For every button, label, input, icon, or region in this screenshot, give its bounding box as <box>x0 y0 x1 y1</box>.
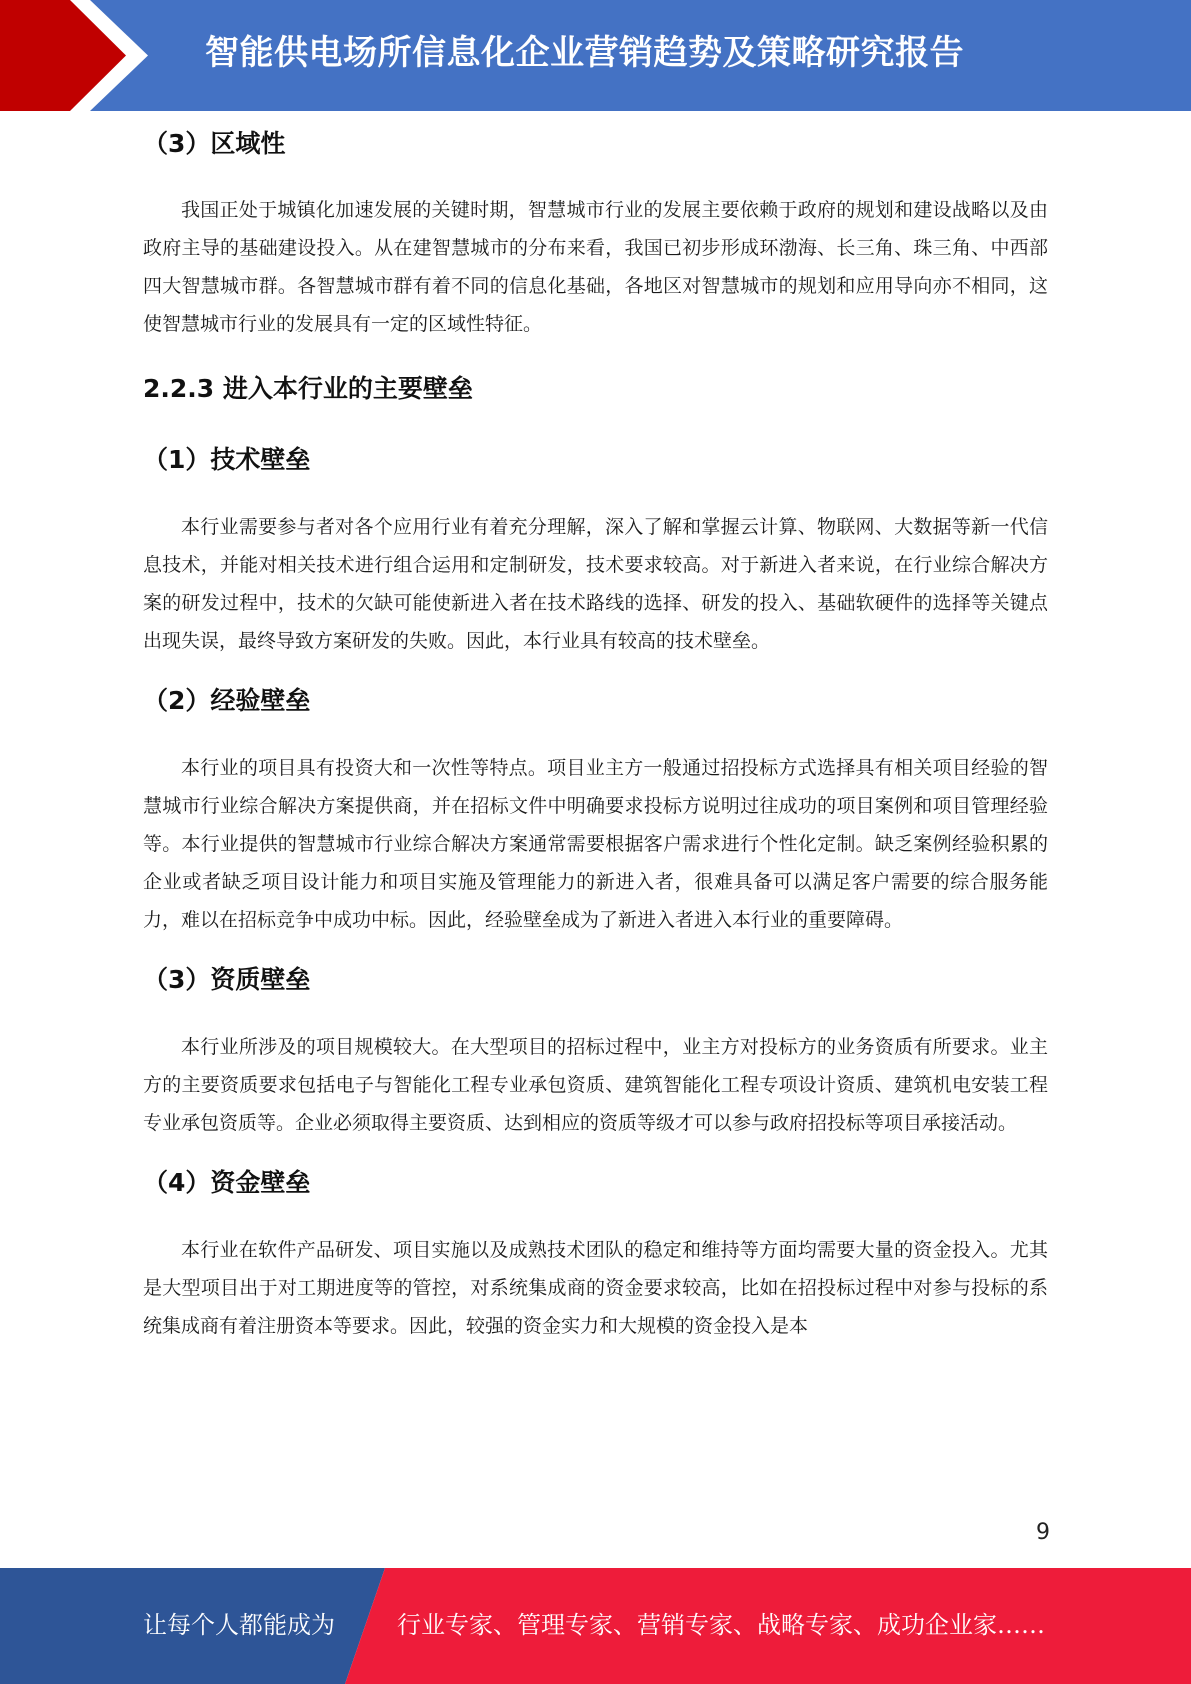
page-header <box>0 0 1191 111</box>
paragraph-qualification-barrier: 本行业所涉及的项目规模较大。在大型项目的招标过程中，业主方对投标方的业务资质有所要求。业主方的主要资质要求包括电子与智能化工程专业承包资质、建筑智能化工程专项设计资质、建筑机电安装工程专业承包资质等。企业必须取得主要资质、达到相应的资质等级才可以参与政府招投标等项目承接活动。 <box>143 1036 1048 1134</box>
report-title: 智能供电场所信息化企业营销趋势及策略研究报告 <box>205 33 964 73</box>
footer-slogan-right: 行业专家、管理专家、营销专家、战略专家、成功企业家…… <box>397 1611 1045 1639</box>
section-heading-experience-barrier: （2）经验壁垒 <box>143 686 311 715</box>
paragraph-regional: 我国正处于城镇化加速发展的关键时期，智慧城市行业的发展主要依赖于政府的规划和建设战略以及由政府主导的基础建设投入。从在建智慧城市的分布来看，我国已初步形成环渤海、长三角、珠三角、中西部四大智慧城市群。各智慧城市群有着不同的信息化基础，各地区对智慧城市的规划和应用导向亦不相同，这使智慧城市行业的发展具有一定的区域性特征。 <box>143 199 1048 335</box>
page-number: 9 <box>1036 1520 1050 1545</box>
document-body <box>143 125 1048 1345</box>
subsection-heading-barriers: 2.2.3 进入本行业的主要壁垒 <box>143 374 473 403</box>
header-arrow-decoration <box>0 0 160 111</box>
paragraph-capital-barrier: 本行业在软件产品研发、项目实施以及成熟技术团队的稳定和维持等方面均需要大量的资金投入。尤其是大型项目出于对工期进度等的管控，对系统集成商的资金要求较高，比如在招投标过程中对参与投标的系统集成商有着注册资本等要求。因此，较强的资金实力和大规模的资金投入是本 <box>143 1239 1048 1337</box>
section-heading-qualification-barrier: （3）资质壁垒 <box>143 965 311 994</box>
section-heading-regional: （3）区域性 <box>143 129 286 158</box>
section-heading-capital-barrier: （4）资金壁垒 <box>143 1168 311 1197</box>
section-heading-technical-barrier: （1）技术壁垒 <box>143 445 311 474</box>
paragraph-experience-barrier: 本行业的项目具有投资大和一次性等特点。项目业主方一般通过招投标方式选择具有相关项目经验的智慧城市行业综合解决方案提供商，并在招标文件中明确要求投标方说明过往成功的项目案例和项目管理经验等。本行业提供的智慧城市行业综合解决方案通常需要根据客户需求进行个性化定制。缺乏案例经验积累的企业或者缺乏项目设计能力和项目实施及管理能力的新进入者，很难具备可以满足客户需要的综合服务能力，难以在招标竞争中成功中标。因此，经验壁垒成为了新进入者进入本行业的重要障碍。 <box>143 757 1048 931</box>
paragraph-technical-barrier: 本行业需要参与者对各个应用行业有着充分理解，深入了解和掌握云计算、物联网、大数据等新一代信息技术，并能对相关技术进行组合运用和定制研发，技术要求较高。对于新进入者来说，在行业综合解决方案的研发过程中，技术的欠缺可能使新进入者在技术路线的选择、研发的投入、基础软硬件的选择等关键点出现失误，最终导致方案研发的失败。因此，本行业具有较高的技术壁垒。 <box>143 516 1048 652</box>
page-footer <box>0 1568 1191 1684</box>
footer-slogan-left: 让每个人都能成为 <box>143 1611 335 1639</box>
